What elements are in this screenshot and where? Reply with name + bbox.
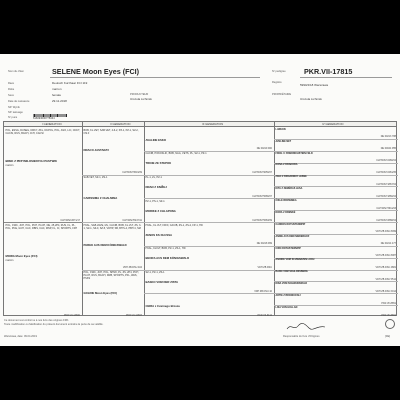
gen3-name: DRAN Z KNÍŽEJ — [145, 185, 167, 190]
gen3-reg: PKR.VII-9112 — [257, 313, 272, 317]
dam-titles: POL, CWC, JCH, POL, PCH, PLCH, DE, 25,2P4, RUS, FL, PL, POL, PCE, GCH, CAC, RBIS, CAC, MNP, FL, CI, SPORTS, FFH — [5, 223, 78, 230]
date-of-birth: 29.11.2018 — [52, 99, 67, 103]
owner-label: PROPRIÉTAIRE — [272, 93, 292, 96]
gen3-reg: DE 00219 900 — [256, 147, 272, 151]
dob-label: Date de naissance — [8, 100, 30, 103]
gen3-titles: HVAL, KLVLT, BOB, PZ-1, ZS-1, HD — [145, 247, 186, 251]
color-label: Robe — [8, 88, 15, 91]
generation-header — [4, 122, 396, 127]
pedigree-table — [3, 121, 397, 316]
gen4-name: AVELINE NET — [275, 139, 292, 143]
sire-reg: CLP/WS/11571/17 — [60, 218, 80, 222]
gen4-name: DORA Z DRENKÉ — [275, 210, 296, 214]
document-code: [DE] — [385, 335, 391, 338]
tattoo-label: NP. tatouage — [8, 111, 23, 114]
gen4-name: ZIGO Z BROADWAY LESNE — [275, 175, 307, 179]
gen4-name: FROG V. FRIEDRICHSTEIN FELD — [275, 151, 313, 155]
gen3-name: ZENOS KS DLUSSA — [145, 232, 173, 237]
gen3-reg: DE 00218 999 — [256, 242, 272, 246]
gen3-titles: SZ-1, PZ-1, ZS-1 — [145, 271, 165, 274]
gen2-reg: CLP/WS/79519/09 — [122, 171, 142, 174]
breed: Deutsch Kurzhaar FCI 119 — [52, 81, 88, 85]
reg-label: Nº pedigree — [272, 70, 286, 73]
gen3-name: MORIKE Z CHLAPONA — [145, 208, 176, 213]
gen4-reg: CLP/WS/72481/05 — [376, 171, 396, 174]
gen4-name: ANOIDE VOM SCHWARZEN LOCH — [275, 258, 315, 262]
dam-color: marron — [5, 259, 14, 263]
sire-name: BREK Z PRZYMILOSIENYCH PASTWIK — [5, 159, 58, 164]
chip-number: 616093000778434 — [33, 116, 55, 120]
gen4-name: ČIKLÉ BROWNIEA — [275, 199, 297, 203]
gen4-reg: VDH ZB DSU 6014 — [375, 289, 396, 293]
divider — [300, 77, 392, 78]
gen-4-header: IV GENERATION — [322, 123, 344, 127]
gen4-reg: VDH ZB DSU 5512 — [375, 277, 396, 281]
gen4-reg: CLP/WS/72888/04 — [376, 218, 396, 222]
footer-note: Ce document est conforme à nos livre des origines FRK. — [4, 319, 70, 322]
gen2-titles: POL, CWC, JCH, POL, SPMV, PL, ZS, 2P4, PCH, PLCH, RUS, BGCH, DRB, SPORTS, PFL, AWS, PSKS — [83, 271, 139, 280]
gen3-reg: CLP/WS/75683/09 — [252, 218, 272, 222]
gen-3-header: III GENERATION — [202, 123, 224, 127]
dam-name: MOIRA Moon Eyes (FCI) — [5, 254, 38, 259]
gen3-name: BEORA AUS DEM KÖNIGSWALD — [145, 256, 190, 261]
footer-note-2: Toute modification ou falsification du présent document entraîne la perte de sa validité. — [4, 323, 104, 326]
name-label: Nom du chien — [8, 70, 25, 73]
dog-name: SELENE Moon Eyes (FCI) — [52, 67, 140, 76]
gen2-name: GOLDIE Moon Eyes (FCI) — [83, 290, 117, 295]
gen3-name: BASKO VOM DER ZISTA — [145, 280, 179, 285]
gen4-name: ANDIE AUS DEM NIEDERHOF — [275, 234, 310, 238]
gen4-reg: DE 00214 477 — [380, 242, 396, 246]
gen4-reg: CLP/WS/71880/04 — [376, 194, 396, 198]
gen4-reg: DE 00044 955 — [380, 147, 396, 151]
signature — [285, 322, 327, 332]
gen2-reg: CLP/WS/78247/11 — [122, 218, 142, 222]
breeder: Urszula Lichnisk — [130, 97, 152, 101]
gen4-reg: VDH ZB DSU 4881 — [375, 266, 396, 269]
gen3-titles: PL-1, ZL, PZ-1 — [145, 176, 162, 179]
gen3-name: AVALINE ESKO — [145, 137, 167, 142]
issue-date: Warszawa, date: 09.04.2019 — [4, 335, 37, 338]
dam-reg: PKR.VII-13660 — [64, 313, 80, 317]
gen4-reg: PKR.VII-8862 — [381, 313, 396, 317]
registry: 5990/4/18 Warszawa — [300, 83, 329, 87]
gen2-reg: PKR.VII-12807 — [126, 313, 142, 317]
gen2-titles: SAB.VET, SZ-1, ZS-1 — [83, 176, 108, 179]
gen4-name: LAREON — [275, 127, 286, 131]
gen4-name: DONA Z DRAKORA — [275, 163, 298, 167]
gen4-reg: VDH ZB DSU 8087 — [375, 254, 396, 258]
gen4-reg: DE 00213 788 — [380, 135, 396, 139]
gen3-reg: VDH ZB.DSU.10 — [254, 289, 272, 293]
chip-label: Nº puce — [8, 116, 18, 119]
sex-label: Sexe — [8, 94, 14, 97]
gen3-reg: VDH ZB DSU — [257, 266, 272, 269]
gen4-reg: VDH ZB DSU 8099 — [375, 230, 396, 234]
breed-label: Race — [8, 82, 15, 85]
federation-logo — [385, 319, 395, 329]
gen3-titles: HVAL, KL.VLT, FFFF, CACIB, ZS-1, ZS-2, FP-1, HD — [145, 223, 203, 227]
row-divider — [274, 139, 398, 140]
color: marron — [52, 87, 62, 91]
gen4-name: CARDOS ROTHSTERNPIP — [275, 222, 306, 226]
gen4-reg: CLP/WS/72480/04 — [376, 159, 396, 163]
gen3-reg: CLP/WS/79056/07 — [252, 171, 272, 174]
sire-color: marron — [5, 164, 14, 168]
pedigree-certificate — [0, 54, 400, 346]
gen3-titles: PZ-1, PS-1, SZ-1 — [145, 199, 165, 203]
gen4-name: CIRO ROTHSTERNPIP — [275, 246, 301, 250]
owner: Urszula Lichnisk — [300, 97, 322, 101]
gen3-reg: CLP/WS/75686/07 — [252, 194, 272, 198]
gen4-name: KITA Z ZEMÉRAS LESA — [275, 187, 303, 191]
gen2-titles: HVAL, SAB.VAVE, ML, CACIB, BOB, KL.VLT, ZS, 3-1, SZ-1, SZ-F, SZ-5, VDHP, SB, BTIS-4, PBH 4, SM — [83, 223, 142, 230]
gen2-reg: VDH ZB.DSU.404 — [122, 266, 142, 269]
np-label: NP. Wynik — [8, 106, 20, 109]
gen4-name: BARO VOM SCHLOSSBERG — [275, 270, 308, 274]
gen4-name: ARTIE Z BRONCOVEJ — [275, 294, 301, 298]
gen4-reg: CLP/WS/71887/04 — [376, 182, 396, 186]
pedigree-number: PKR.VII-17815 — [304, 67, 353, 76]
gen3-titles: CACIB, POKOKLIK, BOB, NAG, VETS, PL, SZ-1, PZ-1 — [145, 152, 207, 156]
sex: female — [52, 93, 62, 97]
signature-label: Responsable du livre d'Origines — [283, 335, 320, 338]
gen2-titles: BOB, KL.VET, SAB.VET, 4-6-2, PZ-1, PZ-1, SZ-2, OS.F — [83, 128, 139, 135]
gen2-name: PAREK AUS DEM KÖNIGSWALD — [83, 243, 127, 248]
gen-2-header: II GENERATION — [110, 123, 131, 127]
registry-label: Registre — [272, 81, 282, 84]
gen-1-header: I GENERATION — [42, 123, 62, 127]
breeder-label: PRODUCTEUR — [130, 93, 149, 96]
divider — [50, 77, 260, 78]
gen4-name: LISA VON HOLLAN — [275, 305, 298, 309]
gen4-reg: PKR.VII-8851 — [381, 301, 396, 305]
gen2-name: DRACO JASTARAY — [83, 148, 110, 153]
gen4-name: DINA VOM SCHWARZWALD — [275, 282, 308, 286]
sire-titles: POL, ESSG, DUSEG, DRKY, ZKL, DUPOL, POL, ASO, LCI, CNCT, CACSI, RUS, BGCH, JCH, CACSI — [5, 128, 81, 135]
gen2-name: CARISSIMA Z CHALMINA — [83, 195, 118, 200]
gen3-name: TRIXIE ZE STEPOK — [145, 161, 172, 166]
gen3-name: CERIA z Czarnego Brzoza — [145, 303, 180, 308]
gen4-reg: CLP/WS/73911/03 — [376, 206, 396, 210]
